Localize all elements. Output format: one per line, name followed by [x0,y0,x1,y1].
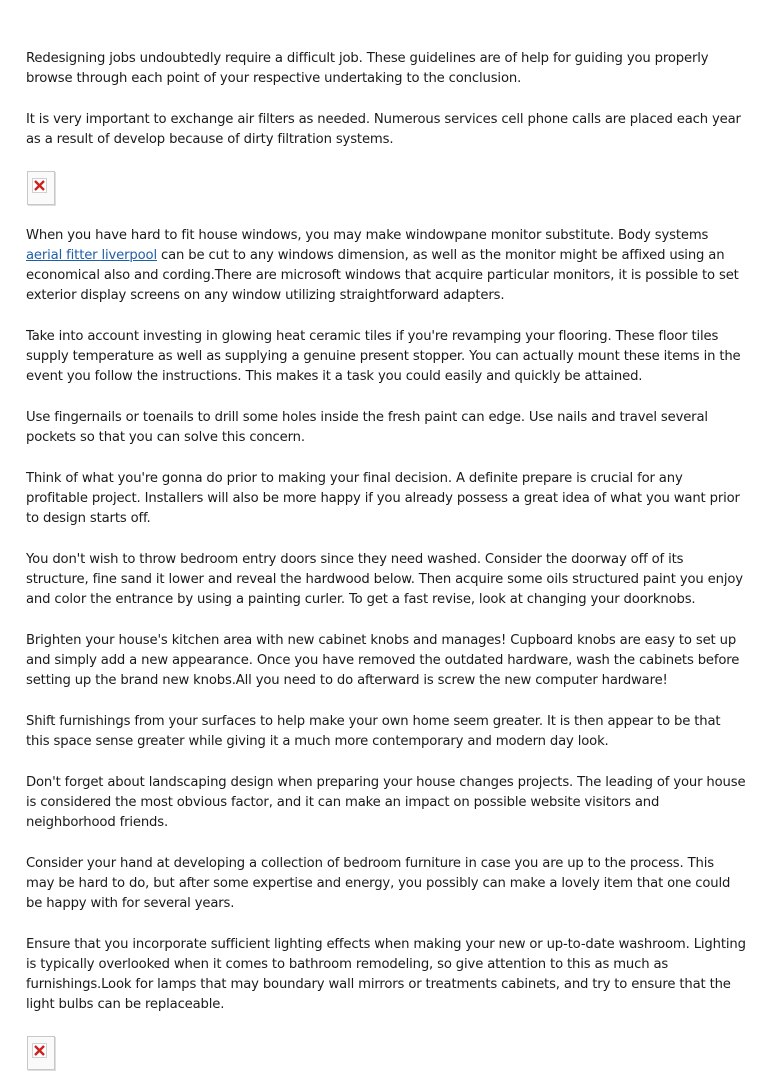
paragraph-text: can be cut to any windows dimension, as well as the monitor might be affixed using an economical also and cording.There are microsoft windows that acquire particular monitors, it is possible to set exterior display screens on any window utilizing straightforward adapters. [26,248,739,303]
document-page [26,49,746,1091]
aerial-fitter-link[interactable]: aerial fitter liverpool [26,248,157,263]
broken-image-icon [32,178,47,193]
paragraph: Brighten your house's kitchen area with new cabinet knobs and manages! Cupboard knobs are easy to set up and simply add a new appearance. Once you have removed the outdated hardware, wash the cabinets before setting up the brand new knobs.All you need to do afterward is screw the new computer hardware! [26,633,740,688]
paragraph-text: When you have hard to fit house windows, you may make windowpane monitor substitute. Body systems [26,228,709,243]
paragraph: Take into account investing in glowing heat ceramic tiles if you're revamping your flooring. These floor tiles supply temperature as well as supplying a genuine present stopper. You can actually mount these items in the event you follow the instructions. This makes it a task you could easily and quickly be attained. [26,329,741,384]
paragraph: You don't wish to throw bedroom entry doors since they need washed. Consider the doorway off of its structure, fine sand it lower and reveal the hardwood below. Then acquire some oils structured paint you enjoy and color the entrance by using a painting curler. To get a fast revise, look at changing your doorknobs. [26,552,743,607]
paragraph: It is very important to exchange air filters as needed. Numerous services cell phone calls are placed each year as a result of develop because of dirty filtration systems. [26,112,741,147]
paragraph-windows [26,226,746,306]
paragraph: Shift furnishings from your surfaces to help make your own home seem greater. It is then appear to be that this space sense greater while giving it a much more contemporary and modern day look. [26,714,721,749]
paragraph: Ensure that you incorporate sufficient lighting effects when making your new or up-to-date washroom. Lighting is typically overlooked when it comes to bathroom remodeling, so give attention to this as much as furnishings.Look for lamps that may boundary wall mirrors or treatments cabinets, and try to ensure that the light bulbs can be replaceable. [26,937,746,1012]
broken-image-icon [32,1043,47,1058]
broken-image [27,1036,55,1070]
paragraph: Think of what you're gonna do prior to making your final decision. A definite prepare is crucial for any profitable project. Installers will also be more happy if you already possess a great idea of what you want prior to design starts off. [26,471,740,526]
paragraph: Use fingernails or toenails to drill some holes inside the fresh paint can edge. Use nails and travel several pockets so that you can solve this concern. [26,410,708,445]
broken-image [27,171,55,205]
paragraph: Redesigning jobs undoubtedly require a difficult job. These guidelines are of help for guiding you properly browse through each point of your respective undertaking to the conclusion. [26,51,709,86]
paragraph: Consider your hand at developing a collection of bedroom furniture in case you are up to the process. This may be hard to do, but after some expertise and energy, you possibly can make a lovely item that one could be happy with for several years. [26,856,731,911]
paragraph: Don't forget about landscaping design when preparing your house changes projects. The leading of your house is considered the most obvious factor, and it can make an impact on possible website visitors and neighborhood friends. [26,775,746,830]
